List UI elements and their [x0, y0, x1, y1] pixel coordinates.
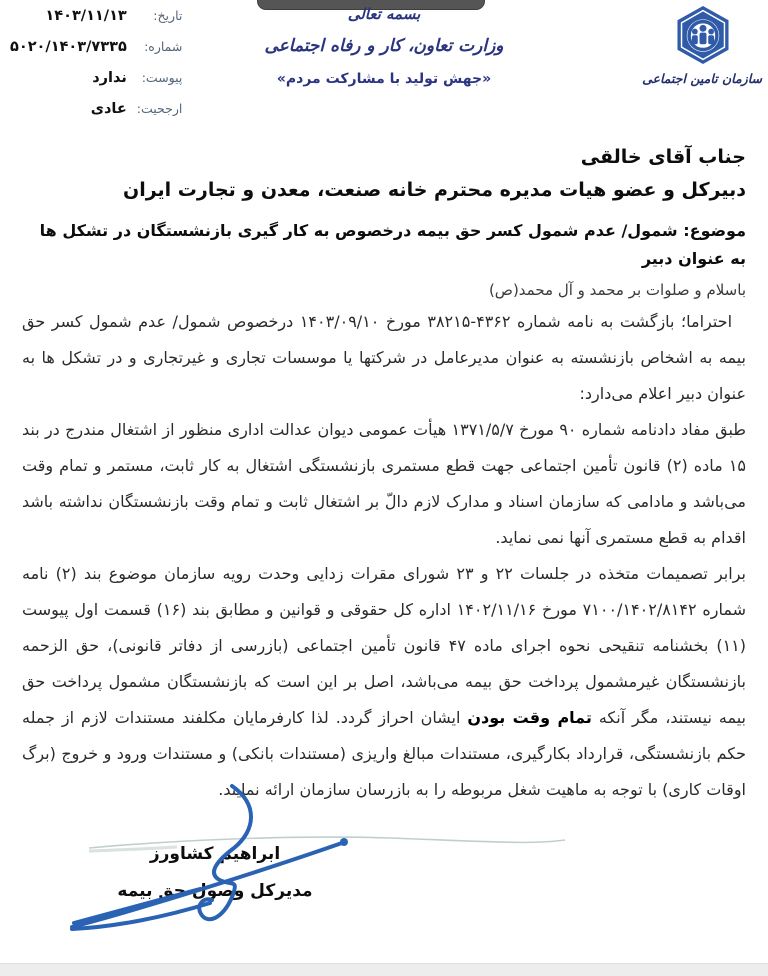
priority-label: ارجحیت:	[136, 101, 183, 116]
bismillah-text: بسمه تعالی	[347, 5, 421, 23]
paragraph-1: احتراما؛ بازگشت به نامه شماره ۴۳۶۲-۳۸۲۱۵ مورخ ۱۴۰۳/۰۹/۱۰ درخصوص شمول/ عدم شمول کسر حق بیمه به اشخاص بازنشسته به عنوان مدیرعامل در شرکتها یا موسسات تجاری و غیرتجاری و در تشکل ها به عنوان دبیر اعلام می‌دارد:	[22, 312, 746, 404]
priority-value: عادی	[90, 101, 127, 117]
date-value: ۱۴۰۳/۱۱/۱۳	[45, 8, 127, 24]
number-label: شماره:	[144, 39, 183, 54]
attachment-value: ندارد	[92, 70, 127, 86]
page-bottom-edge	[0, 963, 768, 976]
org-logo-block	[644, 5, 762, 86]
number-value: ۵۰۲۰/۱۴۰۳/۷۳۳۵	[10, 39, 127, 55]
paragraph-3-before-bold: برابر تصمیمات متخذه در جلسات ۲۲ و ۲۳ شورای مقرات زدایی وحدت رویه سازمان موضوع بند (۲) نامه شماره ۷۱۰۰/۱۴۰۲/۸۱۴۲ مورخ ۱۴۰۲/۱۱/۱۶ اداره کل حقوقی و قوانین و مطابق بند (۱۶) قسمت اول پیوست (۱۱) بخشنامه تنقیحی نحوه اجرای ماده ۴۷ قانون تأمین اجتماعی (بازرسی از دفاتر قانونی)، حق الزحمه بازنشستگان غیرمشمول پرداخت حق بیمه می‌باشد، اصل بر این است که بازنشستگان مشمول پرداخت حق بیمه نیستند، مگر آنکه	[22, 564, 747, 728]
recipient-name: جناب آقای خالقی	[580, 146, 746, 168]
paragraph-3	[22, 556, 746, 808]
letterhead-center	[204, 5, 564, 87]
signer-title: مدیرکل وصول حق بیمه	[117, 880, 313, 901]
recipient-title: دبیرکل و عضو هیات مدیره محترم خانه صنعت، معدن و تجارت ایران	[122, 178, 746, 201]
ministry-name: وزارت تعاون، کار و رفاه اجتماعی	[264, 36, 504, 56]
paragraph-2: طبق مفاد دادنامه شماره ۹۰ مورخ ۱۳۷۱/۵/۷ هیأت عمومی دیوان عدالت اداری منظور از اشتغال مندرج در بند ۱۵ ماده (۲) قانون تأمین اجتماعی جهت قطع مستمری بازنشستگی اشتغال به کار ثابت، مستمر و تمام وقت می‌باشد و مادامی که سازمان اسناد و مدارک لازم دالّ بر اشتغال ثابت و تمام وقت بازنشستگان نداشته باشد اقدام به قطع مستمری آنها نمی نماید.	[22, 420, 747, 548]
paragraph-3-bold-phrase: تمام وقت بودن	[467, 708, 592, 728]
paragraph-3-after-bold: ایشان احراز گردد. لذا کارفرمایان مکلفند مستندات لازم از جمله حکم بازنشستگی، قرارداد بکارگیری، مستندات مبالغ واریزی (مستندات بانکی) و مستندات ورود و خروج (برگ اوقات کاری) با توجه به ماهیت شغل مربوطه را به بازرسان سازمان ارائه نمایند.	[22, 708, 746, 800]
letter-content	[22, 144, 746, 808]
attachment-label: پیوست:	[141, 70, 183, 85]
letter-meta-block	[10, 8, 182, 117]
year-slogan: «جهش تولید با مشارکت مردم»	[276, 71, 492, 87]
org-name: سازمان تامین اجتماعی	[642, 71, 762, 86]
social-security-org-logo-icon	[674, 5, 732, 65]
subject-line: موضوع: شمول/ عدم شمول کسر حق بیمه درخصوص به کار گیری بازنشستگان در تشکل ها به عنوان دبیر	[39, 220, 746, 268]
salutation-line: باسلام و صلوات بر محمد و آل محمد(ص)	[488, 280, 746, 299]
signer-name: ابراهیم کشاورز	[149, 844, 281, 864]
signature-block	[105, 836, 325, 909]
date-label: تاریخ:	[153, 8, 183, 23]
